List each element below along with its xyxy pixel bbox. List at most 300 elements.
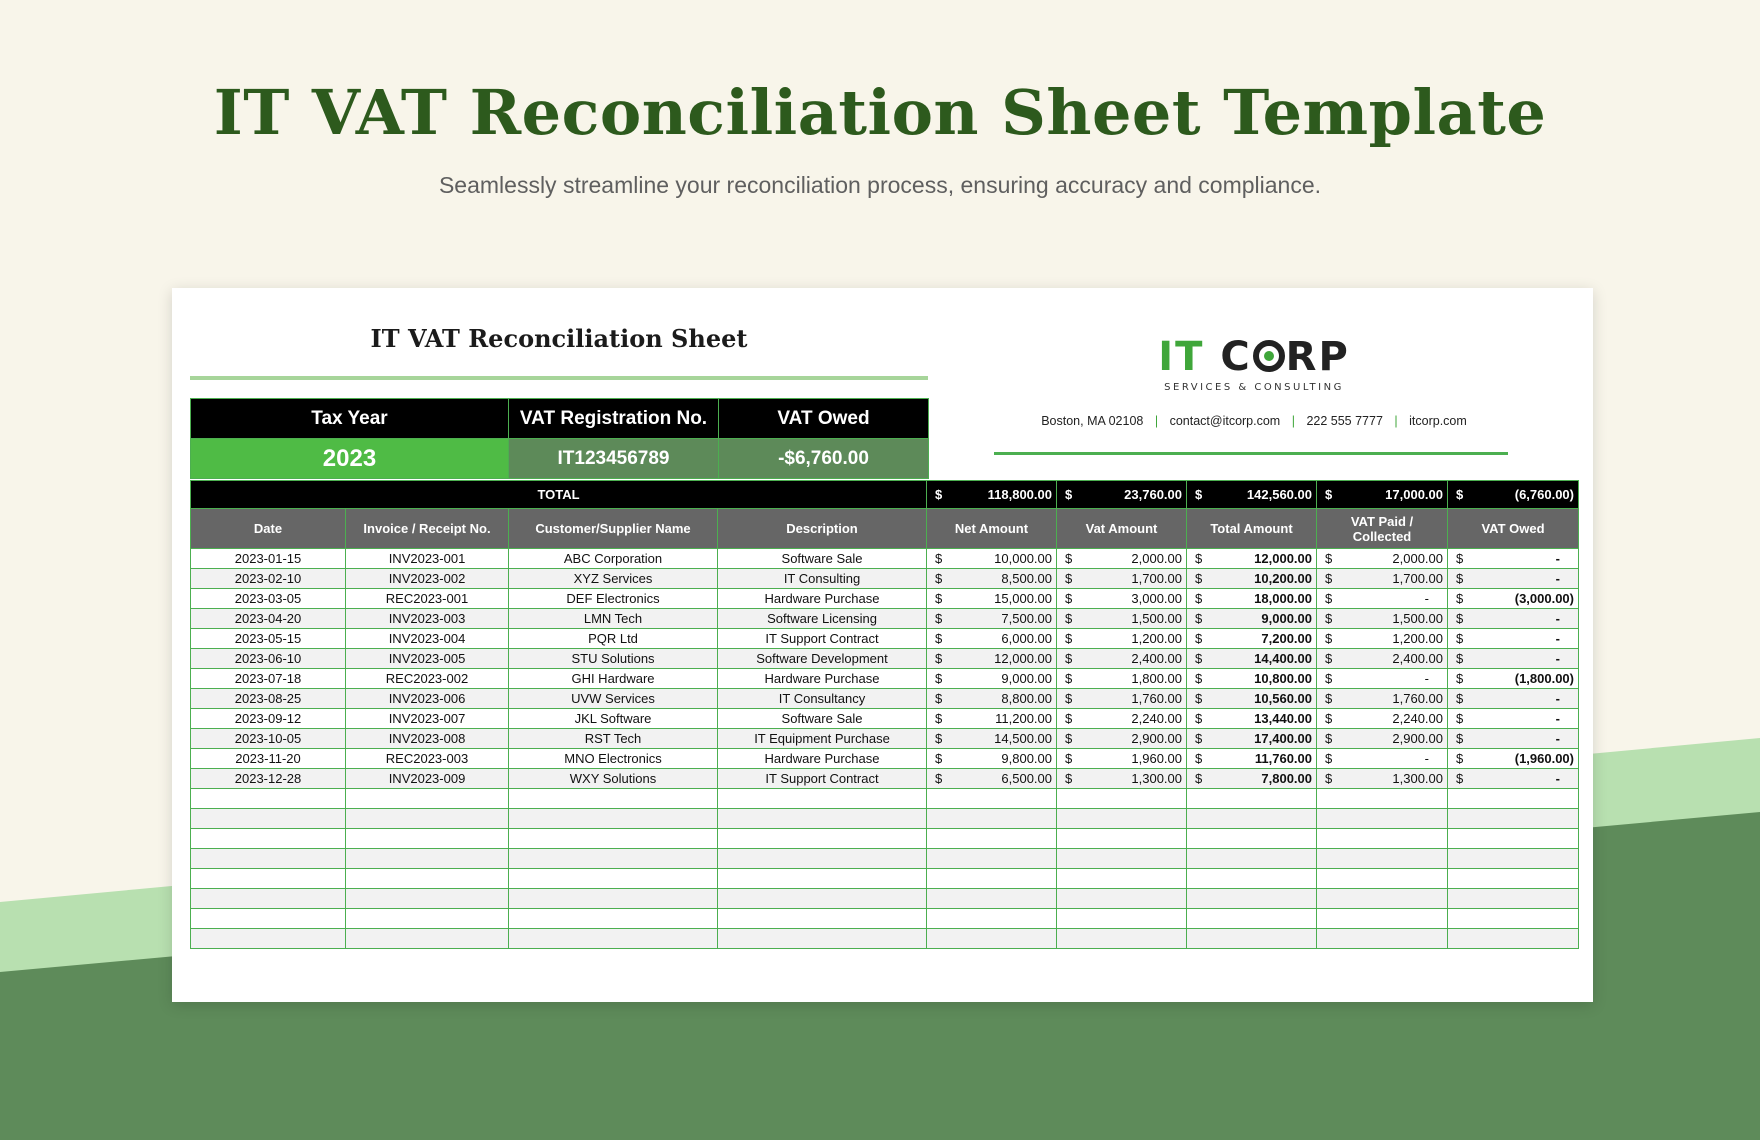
col-header-paid[interactable]: VAT Paid / Collected <box>1317 509 1448 549</box>
cell-name[interactable]: DEF Electronics <box>509 589 718 609</box>
cell-total[interactable] <box>1187 729 1317 749</box>
amount-paid: 1,300.00 <box>1392 771 1443 786</box>
cell-inv[interactable]: INV2023-005 <box>346 649 509 669</box>
col-header-net[interactable]: Net Amount <box>927 509 1057 549</box>
currency-symbol: $ <box>1325 771 1333 786</box>
currency-symbol: $ <box>1065 751 1073 766</box>
currency-symbol: $ <box>935 751 943 766</box>
table-row <box>191 649 1579 669</box>
empty-cell[interactable] <box>927 829 1057 849</box>
col-header-date[interactable]: Date <box>191 509 346 549</box>
cell-inv[interactable]: INV2023-004 <box>346 629 509 649</box>
amount-owed: - <box>1555 731 1560 746</box>
empty-cell[interactable] <box>1057 869 1187 889</box>
amount-vat: 1,300.00 <box>1131 771 1182 786</box>
currency-symbol: $ <box>1195 771 1203 786</box>
empty-cell[interactable] <box>346 829 509 849</box>
amount-vat: 1,500.00 <box>1131 611 1182 626</box>
cell-date[interactable]: 2023-05-15 <box>191 629 346 649</box>
currency-symbol: $ <box>1325 731 1333 746</box>
cell-name[interactable]: XYZ Services <box>509 569 718 589</box>
amount-vat: 2,240.00 <box>1131 711 1182 726</box>
amount-paid: 1,760.00 <box>1392 691 1443 706</box>
amount-net: 9,000.00 <box>1001 671 1052 686</box>
cell-vat[interactable] <box>1057 629 1187 649</box>
empty-cell[interactable] <box>1187 869 1317 889</box>
currency-symbol: $ <box>1195 611 1203 626</box>
empty-cell[interactable] <box>191 809 346 829</box>
totals-label: TOTAL <box>191 481 927 509</box>
amount-paid: 2,240.00 <box>1392 711 1443 726</box>
currency-symbol: $ <box>1195 571 1203 586</box>
vat-owed-value: -$6,760.00 <box>719 439 929 479</box>
empty-cell[interactable] <box>927 789 1057 809</box>
empty-cell[interactable] <box>1317 789 1448 809</box>
cell-vat[interactable] <box>1057 729 1187 749</box>
total-net: 118,800.00 <box>987 487 1052 502</box>
empty-cell[interactable] <box>346 789 509 809</box>
cell-net[interactable] <box>927 549 1057 569</box>
col-header-description[interactable]: Description <box>718 509 927 549</box>
cell-vat[interactable] <box>1057 589 1187 609</box>
total-vat-cell[interactable]: $ 23,760.00 <box>1057 481 1187 509</box>
col-header-invoice[interactable]: Invoice / Receipt No. <box>346 509 509 549</box>
page-title: IT VAT Reconciliation Sheet Template <box>213 76 1547 149</box>
cell-vat[interactable] <box>1057 769 1187 789</box>
cell-date[interactable]: 2023-12-28 <box>191 769 346 789</box>
cell-net[interactable] <box>927 669 1057 689</box>
cell-inv[interactable]: REC2023-003 <box>346 749 509 769</box>
cell-date[interactable]: 2023-03-05 <box>191 589 346 609</box>
cell-paid[interactable] <box>1317 609 1448 629</box>
cell-paid[interactable] <box>1317 749 1448 769</box>
cell-desc[interactable]: IT Equipment Purchase <box>718 729 927 749</box>
empty-cell[interactable] <box>1317 809 1448 829</box>
empty-cell[interactable] <box>1317 869 1448 889</box>
cell-vat[interactable] <box>1057 649 1187 669</box>
cell-total[interactable] <box>1187 549 1317 569</box>
cell-paid[interactable] <box>1317 729 1448 749</box>
cell-name[interactable]: UVW Services <box>509 689 718 709</box>
empty-cell[interactable] <box>1317 929 1448 949</box>
col-header-vat[interactable]: Vat Amount <box>1057 509 1187 549</box>
cell-paid[interactable] <box>1317 629 1448 649</box>
empty-cell[interactable] <box>718 889 927 909</box>
empty-cell[interactable] <box>191 889 346 909</box>
cell-total[interactable] <box>1187 589 1317 609</box>
logo-o-icon <box>1253 340 1285 372</box>
empty-cell[interactable] <box>1448 929 1579 949</box>
empty-cell[interactable] <box>1057 889 1187 909</box>
cell-net[interactable] <box>927 569 1057 589</box>
empty-cell[interactable] <box>927 849 1057 869</box>
empty-cell[interactable] <box>1448 909 1579 929</box>
empty-cell[interactable] <box>927 889 1057 909</box>
cell-inv[interactable]: INV2023-002 <box>346 569 509 589</box>
contact-email: contact@itcorp.com <box>1169 414 1281 428</box>
empty-cell[interactable] <box>1057 849 1187 869</box>
empty-cell[interactable] <box>1317 909 1448 929</box>
amount-paid: 2,900.00 <box>1392 731 1443 746</box>
empty-cell[interactable] <box>927 929 1057 949</box>
cell-paid[interactable] <box>1317 669 1448 689</box>
cell-vat[interactable] <box>1057 549 1187 569</box>
cell-owed[interactable] <box>1448 709 1579 729</box>
cell-owed[interactable] <box>1448 609 1579 629</box>
page-subtitle: Seamlessly streamline your reconciliation process, ensuring accuracy and compliance. <box>438 172 1322 198</box>
cell-owed[interactable] <box>1448 769 1579 789</box>
cell-desc[interactable]: Software Sale <box>718 549 927 569</box>
col-header-total[interactable]: Total Amount <box>1187 509 1317 549</box>
cell-net[interactable] <box>927 709 1057 729</box>
empty-cell[interactable] <box>1448 809 1579 829</box>
amount-net: 7,500.00 <box>1001 611 1052 626</box>
empty-cell[interactable] <box>346 889 509 909</box>
table-row <box>191 769 1579 789</box>
amount-owed: - <box>1555 651 1560 666</box>
table-row <box>191 709 1579 729</box>
empty-cell[interactable] <box>509 889 718 909</box>
cell-net[interactable] <box>927 729 1057 749</box>
cell-name[interactable]: RST Tech <box>509 729 718 749</box>
total-paid-cell[interactable]: $ 17,000.00 <box>1317 481 1448 509</box>
empty-cell[interactable] <box>191 909 346 929</box>
cell-total[interactable] <box>1187 709 1317 729</box>
amount-vat: 1,800.00 <box>1131 671 1182 686</box>
cell-net[interactable] <box>927 749 1057 769</box>
company-logo <box>994 334 1514 393</box>
amount-net: 11,200.00 <box>995 711 1052 726</box>
cell-owed[interactable] <box>1448 689 1579 709</box>
amount-vat: 1,700.00 <box>1131 571 1182 586</box>
logo-tagline: SERVICES & CONSULTING <box>1164 382 1344 393</box>
table-row <box>191 609 1579 629</box>
cell-desc[interactable]: Software Sale <box>718 709 927 729</box>
empty-cell[interactable] <box>191 869 346 889</box>
vat-owed-label: VAT Owed <box>719 399 929 439</box>
amount-vat: 1,200.00 <box>1131 631 1182 646</box>
empty-cell[interactable] <box>346 929 509 949</box>
vat-reg-value[interactable]: IT123456789 <box>509 439 719 479</box>
currency-symbol: $ <box>935 611 943 626</box>
empty-cell[interactable] <box>1057 829 1187 849</box>
empty-cell[interactable] <box>718 849 927 869</box>
empty-row <box>191 849 1579 869</box>
empty-cell[interactable] <box>1187 889 1317 909</box>
cell-owed[interactable] <box>1448 749 1579 769</box>
amount-paid: 2,000.00 <box>1392 551 1443 566</box>
cell-paid[interactable] <box>1317 569 1448 589</box>
totals-row <box>191 481 1579 509</box>
cell-desc[interactable]: IT Support Contract <box>718 769 927 789</box>
cell-inv[interactable]: INV2023-001 <box>346 549 509 569</box>
table-row <box>191 689 1579 709</box>
table-row <box>191 549 1579 569</box>
cell-date[interactable]: 2023-10-05 <box>191 729 346 749</box>
amount-vat: 2,000.00 <box>1131 551 1182 566</box>
currency-symbol: $ <box>1195 691 1203 706</box>
empty-cell[interactable] <box>718 809 927 829</box>
currency-symbol: $ <box>1195 731 1203 746</box>
cell-total[interactable] <box>1187 649 1317 669</box>
amount-net: 14,500.00 <box>994 731 1052 746</box>
empty-cell[interactable] <box>346 869 509 889</box>
empty-cell[interactable] <box>1057 789 1187 809</box>
amount-total: 11,760.00 <box>1254 751 1312 766</box>
empty-cell[interactable] <box>1057 909 1187 929</box>
currency-symbol: $ <box>935 731 943 746</box>
empty-cell[interactable] <box>509 789 718 809</box>
empty-cell[interactable] <box>927 869 1057 889</box>
empty-cell[interactable] <box>346 809 509 829</box>
cell-vat[interactable] <box>1057 689 1187 709</box>
cell-net[interactable] <box>927 609 1057 629</box>
cell-vat[interactable] <box>1057 569 1187 589</box>
empty-cell[interactable] <box>509 869 718 889</box>
cell-date[interactable]: 2023-11-20 <box>191 749 346 769</box>
cell-owed[interactable] <box>1448 549 1579 569</box>
empty-cell[interactable] <box>509 809 718 829</box>
empty-cell[interactable] <box>718 829 927 849</box>
table-row <box>191 569 1579 589</box>
amount-net: 6,500.00 <box>1001 771 1052 786</box>
cell-inv[interactable]: INV2023-006 <box>346 689 509 709</box>
empty-cell[interactable] <box>191 849 346 869</box>
currency-symbol: $ <box>1065 571 1073 586</box>
cell-paid[interactable] <box>1317 589 1448 609</box>
cell-owed[interactable] <box>1448 669 1579 689</box>
cell-total[interactable] <box>1187 569 1317 589</box>
empty-cell[interactable] <box>1187 829 1317 849</box>
cell-date[interactable]: 2023-08-25 <box>191 689 346 709</box>
cell-name[interactable]: ABC Corporation <box>509 549 718 569</box>
cell-name[interactable]: STU Solutions <box>509 649 718 669</box>
currency-symbol: $ <box>1325 691 1333 706</box>
currency-symbol: $ <box>935 671 943 686</box>
empty-cell[interactable] <box>927 809 1057 829</box>
empty-cell[interactable] <box>718 789 927 809</box>
currency-symbol: $ <box>1456 611 1464 626</box>
cell-total[interactable] <box>1187 749 1317 769</box>
empty-cell[interactable] <box>1057 809 1187 829</box>
currency-symbol: $ <box>1195 631 1203 646</box>
amount-vat: 1,960.00 <box>1131 751 1182 766</box>
cell-name[interactable]: WXY Solutions <box>509 769 718 789</box>
amount-owed: - <box>1555 611 1560 626</box>
tax-year-value[interactable]: 2023 <box>191 439 509 479</box>
empty-row <box>191 829 1579 849</box>
amount-owed: - <box>1555 771 1560 786</box>
amount-total: 7,800.00 <box>1261 771 1312 786</box>
table-row <box>191 729 1579 749</box>
currency-symbol: $ <box>1325 751 1333 766</box>
cell-total[interactable] <box>1187 769 1317 789</box>
cell-date[interactable]: 2023-09-12 <box>191 709 346 729</box>
amount-paid: 1,200.00 <box>1392 631 1443 646</box>
cell-name[interactable]: LMN Tech <box>509 609 718 629</box>
empty-cell[interactable] <box>1187 929 1317 949</box>
empty-cell[interactable] <box>509 849 718 869</box>
amount-total: 10,800.00 <box>1254 671 1312 686</box>
empty-cell[interactable] <box>1448 849 1579 869</box>
currency-symbol: $ <box>1456 631 1464 646</box>
cell-paid[interactable] <box>1317 689 1448 709</box>
empty-cell[interactable] <box>1448 869 1579 889</box>
empty-cell[interactable] <box>191 829 346 849</box>
title-divider <box>190 376 928 380</box>
contact-info <box>994 414 1514 428</box>
amount-net: 8,800.00 <box>1001 691 1052 706</box>
cell-desc[interactable]: IT Support Contract <box>718 629 927 649</box>
cell-name[interactable]: JKL Software <box>509 709 718 729</box>
empty-cell[interactable] <box>509 929 718 949</box>
currency-symbol: $ <box>1195 751 1203 766</box>
cell-net[interactable] <box>927 769 1057 789</box>
cell-owed[interactable] <box>1448 629 1579 649</box>
cell-desc[interactable]: IT Consultancy <box>718 689 927 709</box>
cell-total[interactable] <box>1187 689 1317 709</box>
currency-symbol: $ <box>1195 651 1203 666</box>
empty-cell[interactable] <box>346 909 509 929</box>
empty-cell[interactable] <box>1317 829 1448 849</box>
empty-cell[interactable] <box>1187 849 1317 869</box>
amount-total: 14,400.00 <box>1254 651 1312 666</box>
cell-desc[interactable]: Hardware Purchase <box>718 749 927 769</box>
amount-paid: - <box>1424 751 1429 766</box>
cell-desc[interactable]: IT Consulting <box>718 569 927 589</box>
cell-date[interactable]: 2023-07-18 <box>191 669 346 689</box>
cell-desc[interactable]: Hardware Purchase <box>718 589 927 609</box>
empty-cell[interactable] <box>1187 789 1317 809</box>
empty-cell[interactable] <box>927 909 1057 929</box>
currency-symbol: $ <box>1325 651 1333 666</box>
empty-cell[interactable] <box>1317 889 1448 909</box>
header-row <box>191 509 1579 549</box>
amount-total: 7,200.00 <box>1261 631 1312 646</box>
cell-vat[interactable] <box>1057 709 1187 729</box>
currency-symbol: $ <box>935 571 943 586</box>
cell-owed[interactable] <box>1448 729 1579 749</box>
cell-paid[interactable] <box>1317 769 1448 789</box>
currency-symbol: $ <box>1195 551 1203 566</box>
empty-cell[interactable] <box>1057 929 1187 949</box>
amount-paid: 1,500.00 <box>1392 611 1443 626</box>
empty-cell[interactable] <box>1448 889 1579 909</box>
total-owed-cell[interactable]: $ (6,760.00) <box>1448 481 1579 509</box>
currency-symbol: $ <box>1456 571 1464 586</box>
empty-cell[interactable] <box>509 829 718 849</box>
currency-symbol: $ <box>1065 691 1073 706</box>
cell-inv[interactable]: REC2023-001 <box>346 589 509 609</box>
cell-net[interactable] <box>927 589 1057 609</box>
cell-vat[interactable] <box>1057 669 1187 689</box>
cell-total[interactable] <box>1187 609 1317 629</box>
amount-vat: 2,400.00 <box>1131 651 1182 666</box>
cell-date[interactable]: 2023-01-15 <box>191 549 346 569</box>
cell-paid[interactable] <box>1317 649 1448 669</box>
currency-symbol: $ <box>1456 771 1464 786</box>
contact-separator: | <box>1154 414 1159 428</box>
empty-cell[interactable] <box>509 909 718 929</box>
cell-owed[interactable] <box>1448 589 1579 609</box>
table-row <box>191 589 1579 609</box>
cell-date[interactable]: 2023-04-20 <box>191 609 346 629</box>
amount-owed: (3,000.00) <box>1514 591 1574 606</box>
cell-total[interactable] <box>1187 629 1317 649</box>
contact-phone: 222 555 7777 <box>1306 414 1383 428</box>
currency-symbol: $ <box>935 771 943 786</box>
cell-net[interactable] <box>927 649 1057 669</box>
empty-cell[interactable] <box>1187 809 1317 829</box>
currency-symbol: $ <box>1065 611 1073 626</box>
cell-name[interactable]: PQR Ltd <box>509 629 718 649</box>
cell-inv[interactable]: INV2023-008 <box>346 729 509 749</box>
amount-total: 18,000.00 <box>1254 591 1312 606</box>
currency-symbol: $ <box>935 651 943 666</box>
empty-cell[interactable] <box>1317 849 1448 869</box>
cell-name[interactable]: MNO Electronics <box>509 749 718 769</box>
cell-vat[interactable] <box>1057 609 1187 629</box>
sheet-title: IT VAT Reconciliation Sheet <box>370 324 748 353</box>
cell-desc[interactable]: Software Licensing <box>718 609 927 629</box>
cell-inv[interactable]: INV2023-009 <box>346 769 509 789</box>
cell-date[interactable]: 2023-02-10 <box>191 569 346 589</box>
currency-symbol: $ <box>1325 551 1333 566</box>
currency-symbol: $ <box>1456 731 1464 746</box>
empty-cell[interactable] <box>1448 789 1579 809</box>
currency-symbol: $ <box>1325 571 1333 586</box>
empty-cell[interactable] <box>191 929 346 949</box>
empty-cell[interactable] <box>191 789 346 809</box>
amount-total: 13,440.00 <box>1254 711 1312 726</box>
cell-total[interactable] <box>1187 669 1317 689</box>
amount-vat: 1,760.00 <box>1131 691 1182 706</box>
cell-owed[interactable] <box>1448 649 1579 669</box>
cell-owed[interactable] <box>1448 569 1579 589</box>
amount-paid: 2,400.00 <box>1392 651 1443 666</box>
empty-cell[interactable] <box>718 869 927 889</box>
amount-owed: - <box>1555 571 1560 586</box>
total-net-cell[interactable]: $ 118,800.00 <box>927 481 1057 509</box>
empty-cell[interactable] <box>1448 829 1579 849</box>
cell-inv[interactable]: INV2023-007 <box>346 709 509 729</box>
amount-paid: - <box>1424 591 1429 606</box>
amount-net: 6,000.00 <box>1001 631 1052 646</box>
contact-divider <box>994 452 1508 455</box>
currency-symbol: $ <box>1065 651 1073 666</box>
cell-inv[interactable]: REC2023-002 <box>346 669 509 689</box>
empty-cell[interactable] <box>346 849 509 869</box>
col-header-owed[interactable]: VAT Owed <box>1448 509 1579 549</box>
total-amount-cell[interactable]: $ 142,560.00 <box>1187 481 1317 509</box>
empty-cell[interactable] <box>718 929 927 949</box>
empty-cell[interactable] <box>718 909 927 929</box>
cell-paid[interactable] <box>1317 549 1448 569</box>
cell-inv[interactable]: INV2023-003 <box>346 609 509 629</box>
amount-owed: (1,960.00) <box>1514 751 1574 766</box>
col-header-name[interactable]: Customer/Supplier Name <box>509 509 718 549</box>
empty-cell[interactable] <box>1187 909 1317 929</box>
cell-name[interactable]: GHI Hardware <box>509 669 718 689</box>
cell-net[interactable] <box>927 689 1057 709</box>
cell-desc[interactable]: Software Development <box>718 649 927 669</box>
cell-desc[interactable]: Hardware Purchase <box>718 669 927 689</box>
cell-date[interactable]: 2023-06-10 <box>191 649 346 669</box>
currency-symbol: $ <box>1456 551 1464 566</box>
cell-vat[interactable] <box>1057 749 1187 769</box>
cell-paid[interactable] <box>1317 709 1448 729</box>
cell-net[interactable] <box>927 629 1057 649</box>
